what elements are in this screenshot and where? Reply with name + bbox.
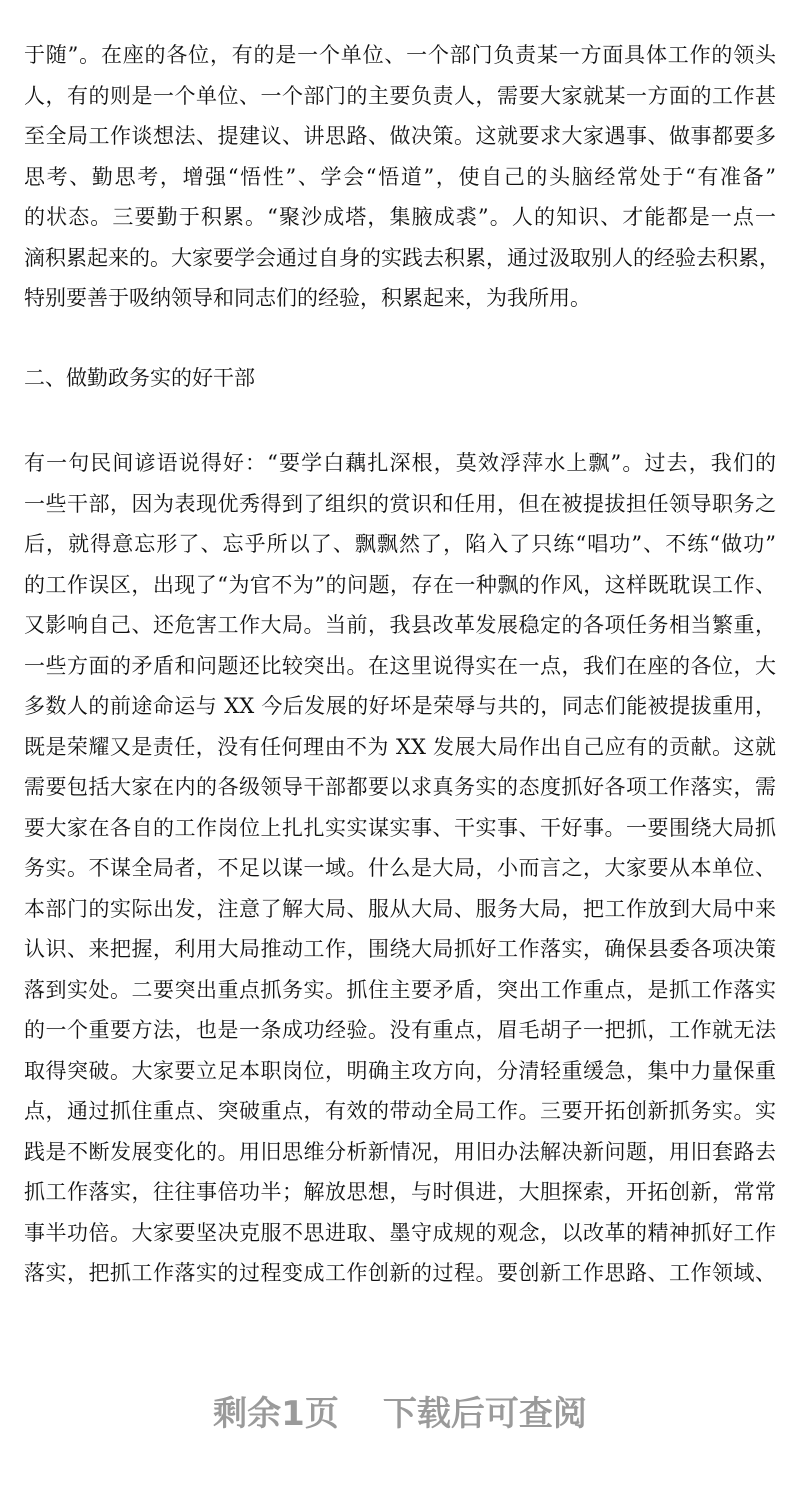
- text-line: 践是不断发展变化的。用旧思维分析新情况，用旧办法解决新问题，用旧套路去: [24, 1139, 776, 1164]
- text-line: 点，通过抓住重点、突破重点，有效的带动全局工作。三要开拓创新抓务实。实: [24, 1099, 776, 1123]
- download-prompt[interactable]: [0, 1386, 800, 1435]
- text-line: 又影响自己、还危害工作大局。当前，我县改革发展稳定的各项任务相当繁重，: [24, 613, 776, 637]
- text-line: 的状态。三要勤于积累。“聚沙成塔，集腋成裘”。人的知识、才能都是一点一: [24, 205, 776, 229]
- text-line: 抓工作落实，往往事倍功半；解放思想，与时俱进，大胆探索，开拓创新，常常: [24, 1180, 776, 1204]
- text-line: 既是荣耀又是责任，没有任何理由不为 XX 发展大局作出自己应有的贡献。这就: [24, 734, 776, 759]
- text-line: 滴积累起来的。大家要学会通过自身的实践去积累，通过汲取别人的经验去积累，: [24, 245, 780, 270]
- text-line: 的一个重要方法，也是一条成功经验。没有重点，眉毛胡子一把抓，工作就无法: [24, 1018, 776, 1042]
- text-line: 的工作误区，出现了“为官不为”的问题，存在一种飘的作风，这样既耽误工作、: [24, 572, 776, 597]
- paragraph-2: [24, 443, 776, 1294]
- text-line: 一些干部，因为表现优秀得到了组织的赏识和任用，但在被提拔担任领导职务之: [24, 491, 776, 516]
- text-line: 思考、勤思考，增强“悟性”、学会“悟道”，使自己的头脑经常处于“有准备”: [24, 164, 776, 189]
- text-line: 一些方面的矛盾和问题还比较突出。在这里说得实在一点，我们在座的各位，大: [24, 653, 776, 678]
- text-line: 事半功倍。大家要坚决克服不思进取、墨守成规的观念，以改革的精神抓好工作: [24, 1220, 776, 1245]
- text-line: 后，就得意忘形了、忘乎所以了、飘飘然了，陷入了只练“唱功”、不练“做功”: [24, 532, 776, 556]
- text-line: 人，有的则是一个单位、一个部门的主要负责人，需要大家就某一方面的工作甚: [24, 83, 776, 108]
- paragraph-1: [24, 35, 780, 319]
- text-line: 特别要善于吸纳领导和同志们的经验，积累起来，为我所用。: [24, 286, 591, 310]
- text-line: 有一句民间谚语说得好：“要学白藕扎深根，莫效浮萍水上飘”。过去，我们的: [24, 451, 776, 475]
- text-line: 取得突破。大家要立足本职岗位，明确主攻方向，分清轻重缓急，集中力量保重: [24, 1058, 776, 1083]
- text-line: 需要包括大家在内的各级领导干部都要以求真务实的态度抓好各项工作落实，需: [24, 775, 776, 799]
- remaining-pages-label: 剩余1页: [213, 1394, 339, 1434]
- text-line: 要大家在各自的工作岗位上扎扎实实谋实事、干实事、干好事。一要围绕大局抓: [24, 815, 776, 840]
- download-to-view-label: 下载后可查阅: [382, 1394, 587, 1434]
- text-line: 认识、来把握，利用大局推动工作，围绕大局抓好工作落实，确保县委各项决策: [24, 937, 776, 961]
- section-heading: 二、做勤政务实的好干部: [24, 366, 255, 390]
- text-line: 落到实处。二要突出重点抓务实。抓住主要矛盾，突出工作重点，是抓工作落实: [24, 977, 776, 1002]
- text-line: 于随”。在座的各位，有的是一个单位、一个部门负责某一方面具体工作的领头: [24, 43, 776, 67]
- text-line: 多数人的前途命运与 XX 今后发展的好坏是荣辱与共的，同志们能被提拔重用，: [24, 694, 776, 718]
- text-line: 本部门的实际出发，注意了解大局、服从大局、服务大局，把工作放到大局中来: [24, 896, 776, 921]
- text-line: 至全局工作谈想法、提建议、讲思路、做决策。这就要求大家遇事、做事都要多: [24, 124, 776, 148]
- text-line: 务实。不谋全局者，不足以谋一域。什么是大局，小而言之，大家要从本单位、: [24, 856, 776, 880]
- text-line: 落实，把抓工作落实的过程变成工作创新的过程。要创新工作思路、工作领域、: [24, 1261, 776, 1285]
